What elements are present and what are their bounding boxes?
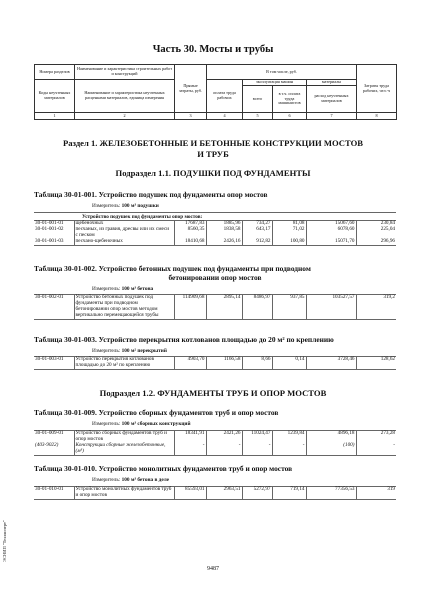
value-cell: 8,66 xyxy=(242,357,272,370)
value-cell: 2895,14 xyxy=(206,295,242,320)
code-cell: 30-01-009-01 xyxy=(35,430,64,436)
header-materials: материалы xyxy=(307,80,357,86)
header-num: 3 xyxy=(175,113,207,120)
value-cell: 1885,96 xyxy=(206,221,242,227)
value-cell: 103527,57 xyxy=(306,295,356,320)
value-cell: 6078,60 xyxy=(306,227,356,239)
name-cell: Конструкции сборные железобетонные, (м³) xyxy=(74,443,174,455)
value-cell: 17687,83 xyxy=(174,221,206,227)
table-title-line: Таблица 30-01-002. Устройство бетонных подушек под фундаменты при подводном xyxy=(34,264,311,273)
table-title: Таблица 30-01-009. Устройство сборных фундаментов труб и опор мостов xyxy=(34,408,279,417)
value-cell: 1239,84 xyxy=(272,431,306,443)
value-cell: 81,08 xyxy=(272,221,306,227)
measure-line xyxy=(92,348,167,354)
data-table xyxy=(34,356,396,370)
value-cell: 2963,51 xyxy=(206,487,242,500)
table-row xyxy=(34,239,396,245)
value-cell: 273,28 xyxy=(356,431,396,443)
value-cell: 2421,26 xyxy=(206,431,242,443)
header-num: 4 xyxy=(207,113,243,120)
measure-line xyxy=(92,477,169,483)
value-cell: 643,17 xyxy=(242,227,272,239)
name-cell: песчано-щебеночных xyxy=(74,239,174,245)
header-operator-pay: в т.ч. оплата труда машинистов xyxy=(273,86,307,113)
value-cell: 71,02 xyxy=(272,227,306,239)
header-machines: эксплуатация машин xyxy=(243,80,307,86)
measure-label: Измеритель: xyxy=(92,286,121,292)
name-cell: Устройство монолитных фундаментов труб и опор мостов xyxy=(74,487,174,500)
section-title-line: И ТРУБ xyxy=(197,148,229,159)
header-material-consumption: расход неучтенных материалов xyxy=(307,86,357,113)
value-cell: 15071,70 xyxy=(306,239,356,245)
table-row xyxy=(34,443,396,455)
value-cell: - xyxy=(272,443,306,455)
code-cell: (403-9022) xyxy=(34,443,74,455)
subsection-title: Подраздел 1.2. ФУНДАМЕНТЫ ТРУБ И ОПОР МОСТОВ xyxy=(99,388,327,398)
table-title: Таблица 30-01-001. Устройство подушек под фундаменты опор мостов xyxy=(34,190,268,199)
measure-label: Измеритель: xyxy=(92,203,121,209)
value-cell: 8560,35 xyxy=(174,227,206,239)
header-num: 6 xyxy=(273,113,307,120)
value-cell: 85593,01 xyxy=(174,487,206,500)
value-cell: 8486,97 xyxy=(242,295,272,320)
value-cell: 15067,60 xyxy=(306,221,356,227)
part-title: Часть 30. Мосты и трубы xyxy=(152,44,274,55)
code-cell: 30-01-001-03 xyxy=(34,239,74,245)
value-cell: - xyxy=(206,443,242,455)
name-cell: Устройство бетонных подушек под фундаменты при подводном бетонировании опор мостов методом вертикально перемещающейся трубы xyxy=(74,295,174,320)
table-title-line: бетонировании опор мостов xyxy=(168,273,262,283)
name-cell: песчаных, из гравия, дресвы или их смеси с песком xyxy=(74,227,174,239)
measure-value: 100 м³ подушки xyxy=(121,203,159,209)
table-title xyxy=(34,264,396,283)
measure-line xyxy=(92,286,153,292)
data-table xyxy=(34,221,396,246)
value-cell: 912,82 xyxy=(242,239,272,245)
code-cell: 30-01-010-01 xyxy=(34,487,74,500)
table-row xyxy=(34,295,396,320)
value-cell: 100,80 xyxy=(272,239,306,245)
table-row xyxy=(34,487,396,500)
header-worker-pay: оплата труда рабочих xyxy=(207,80,243,113)
header-works-name: Наименование и характеристика строительных работ и конструкций xyxy=(75,65,175,80)
header-num: 1 xyxy=(35,113,75,120)
value-cell: 2426,16 xyxy=(206,239,242,245)
code-cell: 30-01-003-01 xyxy=(34,357,74,370)
table-title: Таблица 30-01-010. Устройство монолитных фундаментов труб и опор мостов xyxy=(34,464,293,473)
value-cell: 734,27 xyxy=(242,221,272,227)
value-cell: 18410,68 xyxy=(174,239,206,245)
value-cell: 4903,70 xyxy=(174,357,206,370)
value-cell: 77356,53 xyxy=(306,487,356,500)
subsection-title: Подраздел 1.1. ПОДУШКИ ПОД ФУНДАМЕНТЫ xyxy=(115,168,311,178)
section-title-line: Раздел 1. ЖЕЛЕЗОБЕТОННЫЕ И БЕТОННЫЕ КОНСТРУКЦИИ МОСТОВ xyxy=(62,138,364,148)
header-num: 2 xyxy=(75,113,175,120)
value-cell: (100) xyxy=(306,443,356,455)
name-cell: Устройство перекрытия котлованов площадью до 20 м² по креплению xyxy=(74,357,174,370)
header-sections: Номера разделов xyxy=(35,65,75,80)
header-num: 7 xyxy=(307,113,357,120)
value-cell: 18341,91 xyxy=(174,431,206,443)
header-direct-costs: Прямые затраты, руб. xyxy=(175,65,207,113)
measure-value: 100 м³ бетона xyxy=(121,286,154,292)
value-cell: 719,14 xyxy=(272,487,306,500)
value-cell: 230,84 xyxy=(356,221,396,227)
value-cell: - xyxy=(242,443,272,455)
value-cell: - xyxy=(356,443,396,455)
value-cell: 11024,47 xyxy=(242,431,272,443)
section-title xyxy=(20,138,406,159)
value-cell: - xyxy=(174,443,206,455)
measure-line xyxy=(92,421,191,427)
measure-value: 100 м² перекрытий xyxy=(121,348,167,354)
header-num: 8 xyxy=(357,113,397,120)
value-cell: 319,2 xyxy=(356,295,396,320)
name-cell: щебеночных xyxy=(74,221,174,227)
table-group-row: Устройство подушек под фундаменты опор мостов: xyxy=(34,212,396,221)
header-labor-costs: Затраты труда рабочих, чел.-ч xyxy=(357,65,397,113)
side-watermark: ЭСНИП "Техэксперт" xyxy=(2,520,7,562)
measure-line xyxy=(92,203,159,209)
value-cell: 1838,58 xyxy=(206,227,242,239)
value-cell: 296,96 xyxy=(356,239,396,245)
data-table xyxy=(34,294,396,320)
header-including: В том числе, руб. xyxy=(207,65,357,80)
header-machines-total: всего xyxy=(243,86,273,113)
data-table xyxy=(34,486,396,500)
code-cell: 30-01-001-01 xyxy=(35,220,64,226)
value-cell: 937,85 xyxy=(272,295,306,320)
header-material-codes: Коды неучтенных материалов xyxy=(35,80,75,113)
value-cell: 114909,68 xyxy=(174,295,206,320)
value-cell: 319 xyxy=(356,487,396,500)
table-title: Таблица 30-01-003. Устройство перекрытия котлованов площадью до 20 м² по креплению xyxy=(34,335,334,344)
code-cell: 30-01-001-02 xyxy=(35,225,64,232)
value-cell: 3728,46 xyxy=(306,357,356,370)
column-header-table xyxy=(34,64,397,120)
measure-label: Измеритель: xyxy=(92,348,121,354)
measure-value: 100 м³ бетона в деле xyxy=(121,477,170,483)
value-cell: 5272,97 xyxy=(242,487,272,500)
value-cell: 128,62 xyxy=(356,357,396,370)
measure-label: Измеритель: xyxy=(92,477,121,483)
table-row xyxy=(34,357,396,370)
value-cell: 4896,18 xyxy=(306,431,356,443)
measure-label: Измеритель: xyxy=(92,421,121,427)
value-cell: 225,04 xyxy=(356,227,396,239)
value-cell: 0,14 xyxy=(272,357,306,370)
data-table xyxy=(34,430,396,456)
header-num: 5 xyxy=(243,113,273,120)
value-cell: 1166,58 xyxy=(206,357,242,370)
measure-value: 100 м³ сборных конструкций xyxy=(121,421,191,427)
name-cell: Устройство сборных фундаментов труб и опор мостов xyxy=(74,431,174,443)
code-cell: 30-01-002-01 xyxy=(34,295,74,320)
header-materials-name: Наименование и характеристика неучтенных расценками материалов, единица измерения xyxy=(75,80,175,113)
page-number: 9487 xyxy=(207,566,219,572)
